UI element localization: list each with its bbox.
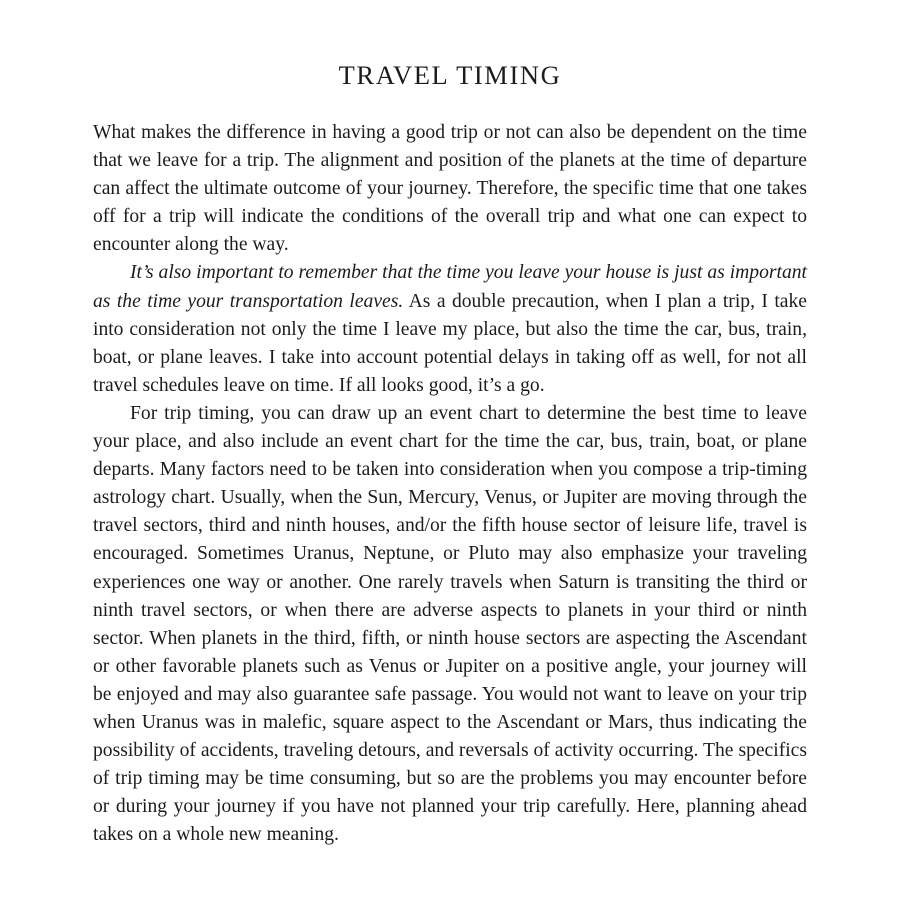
paragraph-3 xyxy=(93,400,807,850)
paragraph-2 xyxy=(93,259,807,399)
paragraph-2-text: As a double precaution, when I plan a trip, I take into consideration not only the time I leave my place, but also the time the car, bus, train, boat, or plane leaves. I take into account potential delays in taking off as well, for not all travel schedules leave on time. If all looks good, it’s a go. xyxy=(93,290,807,396)
paragraph-2-italic-text: It’s also important to remember that the time you leave your house is just as important as the time your transportation leaves. xyxy=(93,262,807,312)
page-title: TRAVEL TIMING xyxy=(338,60,562,90)
paragraph-1-text: What makes the difference in having a good trip or not can also be dependent on the time that we leave for a trip. The alignment and position of the planets at the time of departure can affect the ultimate outcome of your journey. Therefore, the specific time that one takes off for a trip will indicate the conditions of the overall trip and what one can expect to encounter along the way. xyxy=(93,122,807,256)
book-page xyxy=(93,58,807,849)
paragraph-3-text: For trip timing, you can draw up an event chart to determine the best time to leave your place, and also include an event chart for the time the car, bus, train, boat, or plane departs. Many factors need to be taken into consideration when you compose a trip-timing astrology chart. Usually, when the Sun, Mercury, Venus, or Jupiter are moving through the travel sectors, third and ninth houses, and/or the fifth house sector of leisure life, travel is encouraged. Sometimes Uranus, Neptune, or Pluto may also emphasize your traveling experiences one way or another. One rarely travels when Saturn is transiting the third or ninth travel sectors, or when there are adverse aspects to planets in your third or ninth sector. When planets in the third, fifth, or ninth house sectors are aspecting the Ascendant or other favorable planets such as Venus or Jupiter on a positive angle, your journey will be enjoyed and may also guarantee safe passage. You would not want to leave on your trip when Uranus was in malefic, square aspect to the Ascendant or Mars, thus indicating the possibility of accidents, traveling detours, and reversals of activity occurring. The specifics of trip timing may be time consuming, but so are the problems you may encounter before or during your journey if you have not planned your trip carefully. Here, planning ahead takes on a whole new meaning. xyxy=(93,402,807,846)
paragraph-1 xyxy=(93,119,807,259)
